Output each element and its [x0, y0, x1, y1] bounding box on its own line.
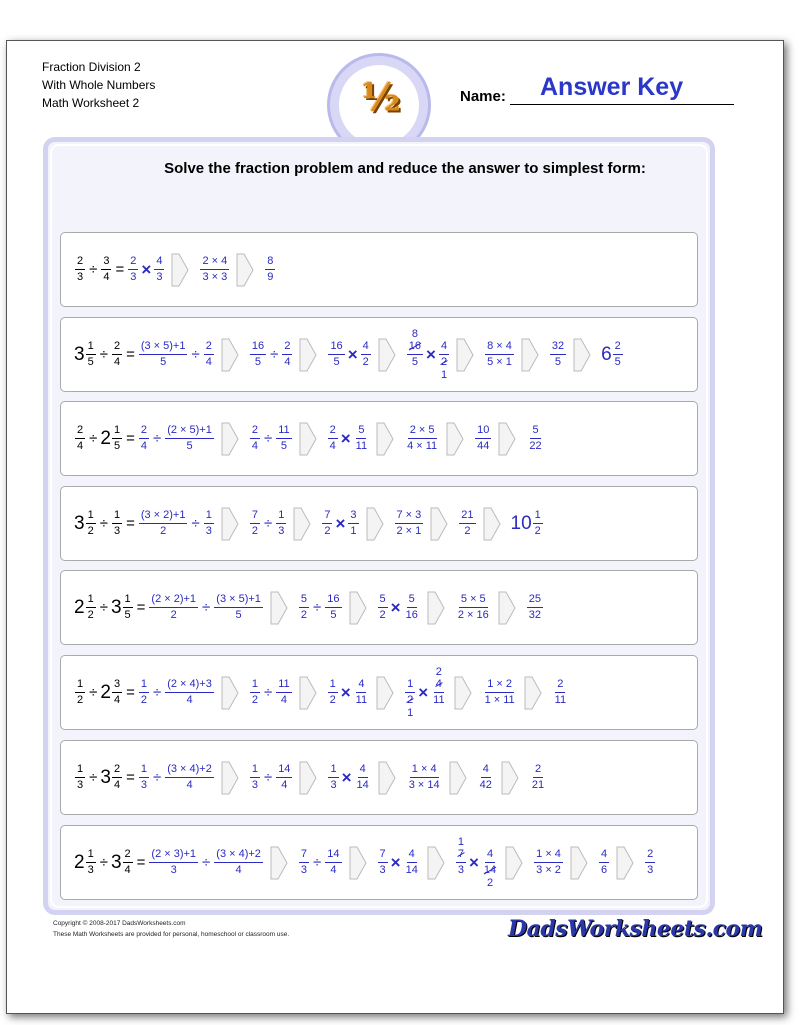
problem-row: 3 $\frac{1}{2}$ ÷ $\frac{1}{3}$ = $\frac{(3 \times 2)+1}{2}$ ÷ $\frac{1}{3}$ $\frac{7}{2}$ ÷ $\frac{1}{3}$ $\frac{7}{2}$ × $\frac{3}{1}$ 7 × 3 2 × 1 21 2 10 1 2 [60, 486, 698, 561]
step-arrow-icon [501, 761, 519, 795]
step-arrow-icon [427, 591, 445, 625]
step-arrow-icon [236, 253, 254, 287]
step-arrow-icon [521, 338, 539, 372]
answer: 5 22 [529, 424, 542, 452]
step-arrow-icon [376, 422, 394, 456]
step-arrow-icon [171, 253, 189, 287]
step-arrow-icon [446, 422, 464, 456]
answer: 2 11 [554, 678, 567, 706]
step-arrow-icon [378, 761, 396, 795]
step-arrow-icon [498, 591, 516, 625]
step-arrow-icon [221, 422, 239, 456]
step-arrow-icon [349, 846, 367, 880]
step-arrow-icon [299, 761, 317, 795]
one-half-glyph: ½ [361, 75, 397, 120]
step-arrow-icon [366, 507, 384, 541]
answer: 8 9 [267, 255, 274, 283]
problem-row: 3 $\frac{1}{5}$ ÷ $\frac{2}{4}$ = $\frac{(3 \times 5)+1}{5}$ ÷ $\frac{2}{4}$ $\frac{16}{5}$ ÷ $\frac{2}{4}$ $\frac{16}{5}$ × $\frac{4}{2}$ 8 16 5 × 4 2 1 8 × 4 5 × 1 32 5 6 2 5 [60, 317, 698, 392]
answer: 25 32 [528, 593, 541, 621]
step-arrow-icon [349, 591, 367, 625]
answer-key-text: Answer Key [540, 73, 684, 101]
instructions: Solve the fraction problem and reduce the answer to simplest form: [164, 160, 646, 177]
step-arrow-icon [449, 761, 467, 795]
name-line [510, 104, 734, 105]
step-arrow-icon [221, 676, 239, 710]
step-arrow-icon [221, 761, 239, 795]
step-arrow-icon [505, 846, 523, 880]
fraction: $\frac{2}{3}$ [77, 255, 84, 283]
problem-row: $\frac{1}{3}$ ÷ 3 $\frac{2}{4}$ = $\frac{1}{3}$ ÷ $\frac{(3 \times 4)+2}{4}$ $\frac{1}{3}$ ÷ $\frac{14}{4}$ $\frac{1}{3}$ × $\frac{4}{14}$ 1 × 4 3 × 14 4 42 2 21 [60, 740, 698, 815]
problem-row: $\frac{1}{2}$ ÷ 2 $\frac{3}{4}$ = $\frac{1}{2}$ ÷ $\frac{(2 \times 4)+3}{4}$ $\frac{1}{2}$ ÷ $\frac{11}{4}$ $\frac{1}{2}$ × $\frac{4}{11}$ 1 2 1 × 2 4 11 1 × 2 1 × 11 2 11 [60, 655, 698, 730]
step-arrow-icon [376, 676, 394, 710]
copyright-text: Copyright © 2008-2017 DadsWorksheets.com [53, 920, 186, 927]
name-label: Name: [460, 88, 506, 105]
problem-row: $\frac{2}{4}$ ÷ 2 $\frac{1}{5}$ = $\frac{2}{4}$ ÷ $\frac{(2 \times 5)+1}{5}$ $\frac{2}{4}$ ÷ $\frac{11}{5}$ $\frac{2}{4}$ × $\frac{5}{11}$ 2 × 5 4 × 11 10 44 5 22 [60, 401, 698, 476]
title-line-3: Math Worksheet 2 [42, 96, 140, 110]
step-arrow-icon [616, 846, 634, 880]
answer: 10 [510, 512, 532, 534]
step-arrow-icon [270, 591, 288, 625]
dadsworksheets-logo[interactable]: DadsWorksheets.com [508, 916, 763, 942]
step-arrow-icon [270, 846, 288, 880]
step-arrow-icon [293, 507, 311, 541]
step-arrow-icon [483, 507, 501, 541]
problem-row: 2 $\frac{1}{3}$ ÷ 3 $\frac{2}{4}$ = $\frac{(2 \times 3)+1}{3}$ ÷ $\frac{(3 \times 4)+2}{4}$ $\frac{7}{3}$ ÷ $\frac{14}{4}$ $\frac{7}{3}$ × $\frac{4}{14}$ 1 7 3 × 4 14 2 1 × 4 3 × 2 4 6 2 3 [60, 825, 698, 900]
step-arrow-icon [456, 338, 474, 372]
step-arrow-icon [378, 338, 396, 372]
footer [53, 918, 289, 940]
problem-row: $\frac{2}{3}$ ÷ $\frac{3}{4}$ = $\frac{2}{3}$ × $\frac{4}{3}$ 2 × 4 3 × 3 8 9 [60, 232, 698, 307]
answer: 6 [601, 343, 612, 365]
worksheet-title [42, 58, 155, 112]
step-arrow-icon [454, 676, 472, 710]
step-arrow-icon [570, 846, 588, 880]
title-line-1: Fraction Division 2 [42, 60, 141, 74]
step-arrow-icon [498, 422, 516, 456]
step-arrow-icon [299, 422, 317, 456]
step-arrow-icon [221, 507, 239, 541]
step-arrow-icon [221, 338, 239, 372]
step-arrow-icon [299, 676, 317, 710]
step-arrow-icon [573, 338, 591, 372]
step-arrow-icon [299, 338, 317, 372]
usage-notice: These Math Worksheets are provided for personal, homeschool or classroom use. [53, 931, 290, 938]
step-arrow-icon [427, 846, 445, 880]
answer: 2 21 [531, 763, 545, 791]
problem-row: 2 $\frac{1}{2}$ ÷ 3 $\frac{1}{5}$ = $\frac{(2 \times 2)+1}{2}$ ÷ $\frac{(3 \times 5)+1}{5}$ $\frac{5}{2}$ ÷ $\frac{16}{5}$ $\frac{5}{2}$ × $\frac{5}{16}$ 5 × 5 2 × 16 25 32 [60, 570, 698, 645]
step-arrow-icon [430, 507, 448, 541]
step-arrow-icon [524, 676, 542, 710]
title-line-2: With Whole Numbers [42, 78, 156, 92]
fraction: $\frac{3}{4}$ [103, 255, 110, 283]
answer: 2 3 [647, 848, 654, 876]
